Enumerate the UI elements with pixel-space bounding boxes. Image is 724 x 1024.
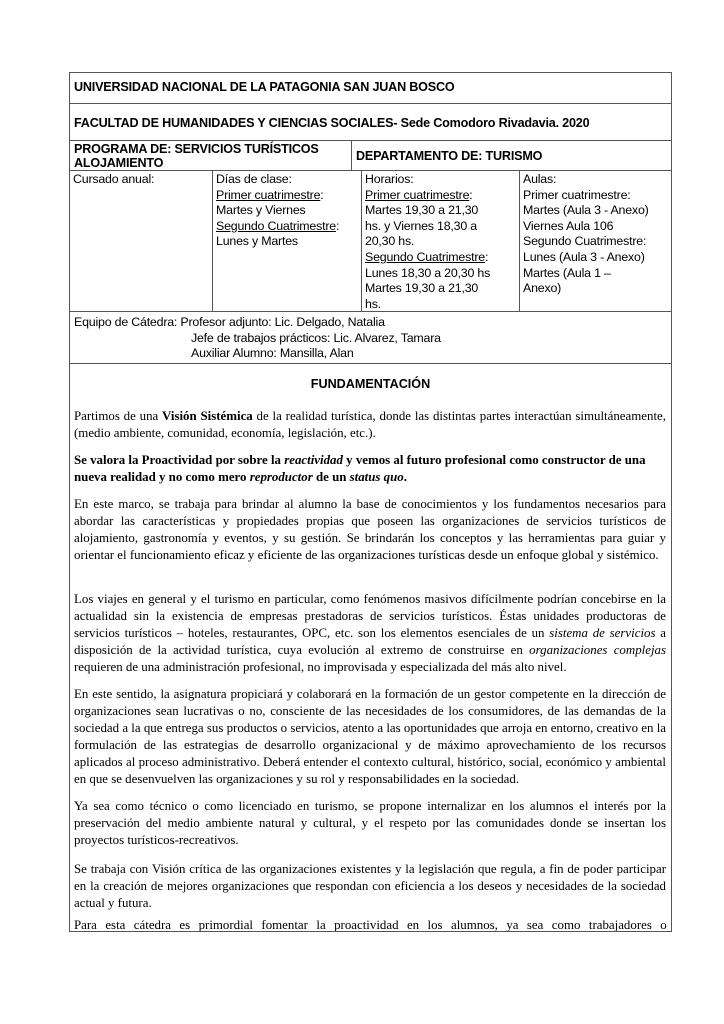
university-row [70,73,671,104]
p4-text-e: requieren de una administración profesional, no improvisada y especializada del más alto nivel. [74,660,567,674]
cursado-label: Cursado anual: [73,172,155,186]
dias-title: Días de clase: [216,172,292,186]
p2-text-c: por sobre la [212,453,285,467]
paragraph-6: Ya sea como técnico o como licenciado en turismo, se propone internalizar en los alumnos el interés por la preservación del medio ambiente natural y cultural, y el respeto por las comunidades donde se insertan los proyectos turísticos-recreativos. [74,799,666,847]
p1-vision-sistemica: Visión Sistémica [162,409,253,423]
horarios-title: Horarios: [365,172,414,186]
equipo-line-3: Auxiliar Alumno: Mansilla, Alan [191,346,354,361]
aulas-cell [519,171,671,311]
aulas-l3: Viernes Aula 106 [523,218,614,233]
dias-cell [212,171,361,311]
cursado-cell [70,171,212,311]
program-line-2: ALOJAMIENTO [74,156,164,170]
fundamentacion-section [70,364,671,932]
aulas-l1: Primer cuatrimestre: [523,187,631,202]
horarios-first-l2: hs. y Viernes 18,30 a [365,218,477,233]
p2-reactividad: reactividad [284,453,343,467]
dias-second-label: Segundo Cuatrimestre [216,218,336,233]
aulas-l2: Martes (Aula 3 - Anexo) [523,203,649,218]
p2-text-k: . [403,470,407,484]
horarios-first: Primer cuatrimestre: [365,187,473,202]
paragraph-4 [74,591,666,676]
paragraph-7: Se trabaja con Visión crítica de las organizaciones existentes y la legislación que regula, a fin de poder participar en la creación de mejores organizaciones que respondan con eficiencia a los deseos y necesidades de la sociedad actual y futura. [74,862,666,910]
aulas-title: Aulas: [523,172,557,186]
horarios-first-l1: Martes 19,30 a 21,30 [365,203,479,218]
p1-text-a: Partimos de una [74,409,163,423]
horarios-second-label: Segundo Cuatrimestre [365,249,485,264]
equipo-line-2: Jefe de trabajos prácticos: Lic. Alvarez, Tamara [191,330,441,345]
p2-text-a: Se valora la [74,453,142,467]
dias-first-days: Martes y Viernes [216,203,306,218]
p2-reproductor: reproductor [249,470,313,484]
dias-second-days: Lunes y Martes [216,234,298,249]
program-divider [351,141,352,170]
horarios-second-l3: hs. [365,296,381,311]
p2-constructor: constructor [541,453,606,467]
horarios-cell [361,171,519,311]
program-title [74,142,344,170]
p2-proactividad: Proactividad [141,453,213,467]
p4-organizaciones-complejas: organizaciones complejas [529,643,666,657]
equipo-row [70,312,671,364]
equipo-line-1: Equipo de Cátedra: Profesor adjunto: Lic. Delgado, Natalia [74,315,385,329]
paragraph-8: Para esta cátedra es primordial fomentar la proactividad en los alumnos, ya sea como trabajadores o [74,918,667,932]
horarios-first-l3: 20,30 hs. [365,234,415,249]
p2-text-g: de una nueva realidad y no como mero [74,453,646,484]
dias-first: Primer cuatrimestre: [216,187,324,202]
horarios-first-label: Primer cuatrimestre [365,187,470,202]
aulas-l7: Anexo) [523,281,562,296]
paragraph-1 [74,408,666,442]
paragraph-2 [74,452,666,486]
dias-second: Segundo Cuatrimestre: [216,218,340,233]
p4-text-c: a disposición de la actividad turística, cuya evolución al extremo de construirse en [74,626,667,657]
horarios-second-l2: Martes 19,30 a 21,30 [365,281,479,296]
aulas-l4: Segundo Cuatrimestre: [523,234,647,249]
faculty-name: FACULTAD DE HUMANIDADES Y CIENCIAS SOCIALES- Sede Comodoro Rivadavia. 2020 [74,116,590,130]
horarios-second: Segundo Cuatrimestre: [365,249,489,264]
horarios-second-l1: Lunes 18,30 a 20,30 hs [365,265,491,280]
program-document [69,72,672,932]
department-name: DEPARTAMENTO DE: TURISMO [356,149,543,163]
p4-text-a: Los viajes en general y el turismo en particular, como fenómenos masivos difícilmente podrían concebirse en la actualidad sin la existencia de empresas prestadoras de servicios turísticos. Éstas unidades productoras de servicios turísticos – hoteles, restaurantes, OPC, etc. son los elementos esenciales de un [74,592,666,640]
aulas-l5: Lunes (Aula 3 - Anexo) [523,249,645,264]
program-line-1: PROGRAMA DE: SERVICIOS TURÍSTICOS [74,142,319,156]
fundamentacion-title: FUNDAMENTACIÓN [310,377,431,391]
schedule-row [70,171,671,312]
aulas-l6: Martes (Aula 1 – [523,265,611,280]
p1-text-c: de la realidad turística, donde las distintas partes interactúan simultáneamente, (medio ambiente, comunidad, economía, legislación, etc.). [74,409,666,440]
paragraph-3: En este marco, se trabaja para brindar al alumno la base de conocimientos y los fundamentos necesarios para abordar las características y propiedades propias que poseen las organizaciones de servicios turísticos de alojamiento, gastronomía y eventos, y su gestión. Se brindarán los conceptos y las herramientas para guiar y orientar el funcionamiento eficaz y eficiente de las organizaciones turísticas desde un enfoque global y sistémico. [74,497,666,562]
p4-sistema-servicios: sistema de servicios [549,626,656,640]
p2-text-e: y vemos al futuro profesional como [342,453,542,467]
paragraph-5: En este sentido, la asignatura propiciará y colaborará en la formación de un gestor competente en la dirección de organizaciones sean lucrativas o no, consciente de las necesidades de los consumidores, de las demandas de la sociedad a la que entrega sus productos o servicios, atento a las oportunidades que arroja en entorno, creativo en la formulación de las estrategias de desarrollo organizacional y de máximo aprovechamiento de los recursos aplicados al proceso administrativo. Deberá entender el contexto cultural, histórico, social, económico y ambiental en que se desenvuelven las organizaciones y su rol y responsabilidades en la sociedad. [74,687,666,786]
equipo-block [74,315,441,362]
program-row [70,141,671,171]
faculty-row [70,104,671,141]
dias-first-label: Primer cuatrimestre [216,187,321,202]
university-name: UNIVERSIDAD NACIONAL DE LA PATAGONIA SAN JUAN BOSCO [74,80,455,94]
p2-text-i: de un [312,470,350,484]
p2-status-quo: status quo [349,470,404,484]
